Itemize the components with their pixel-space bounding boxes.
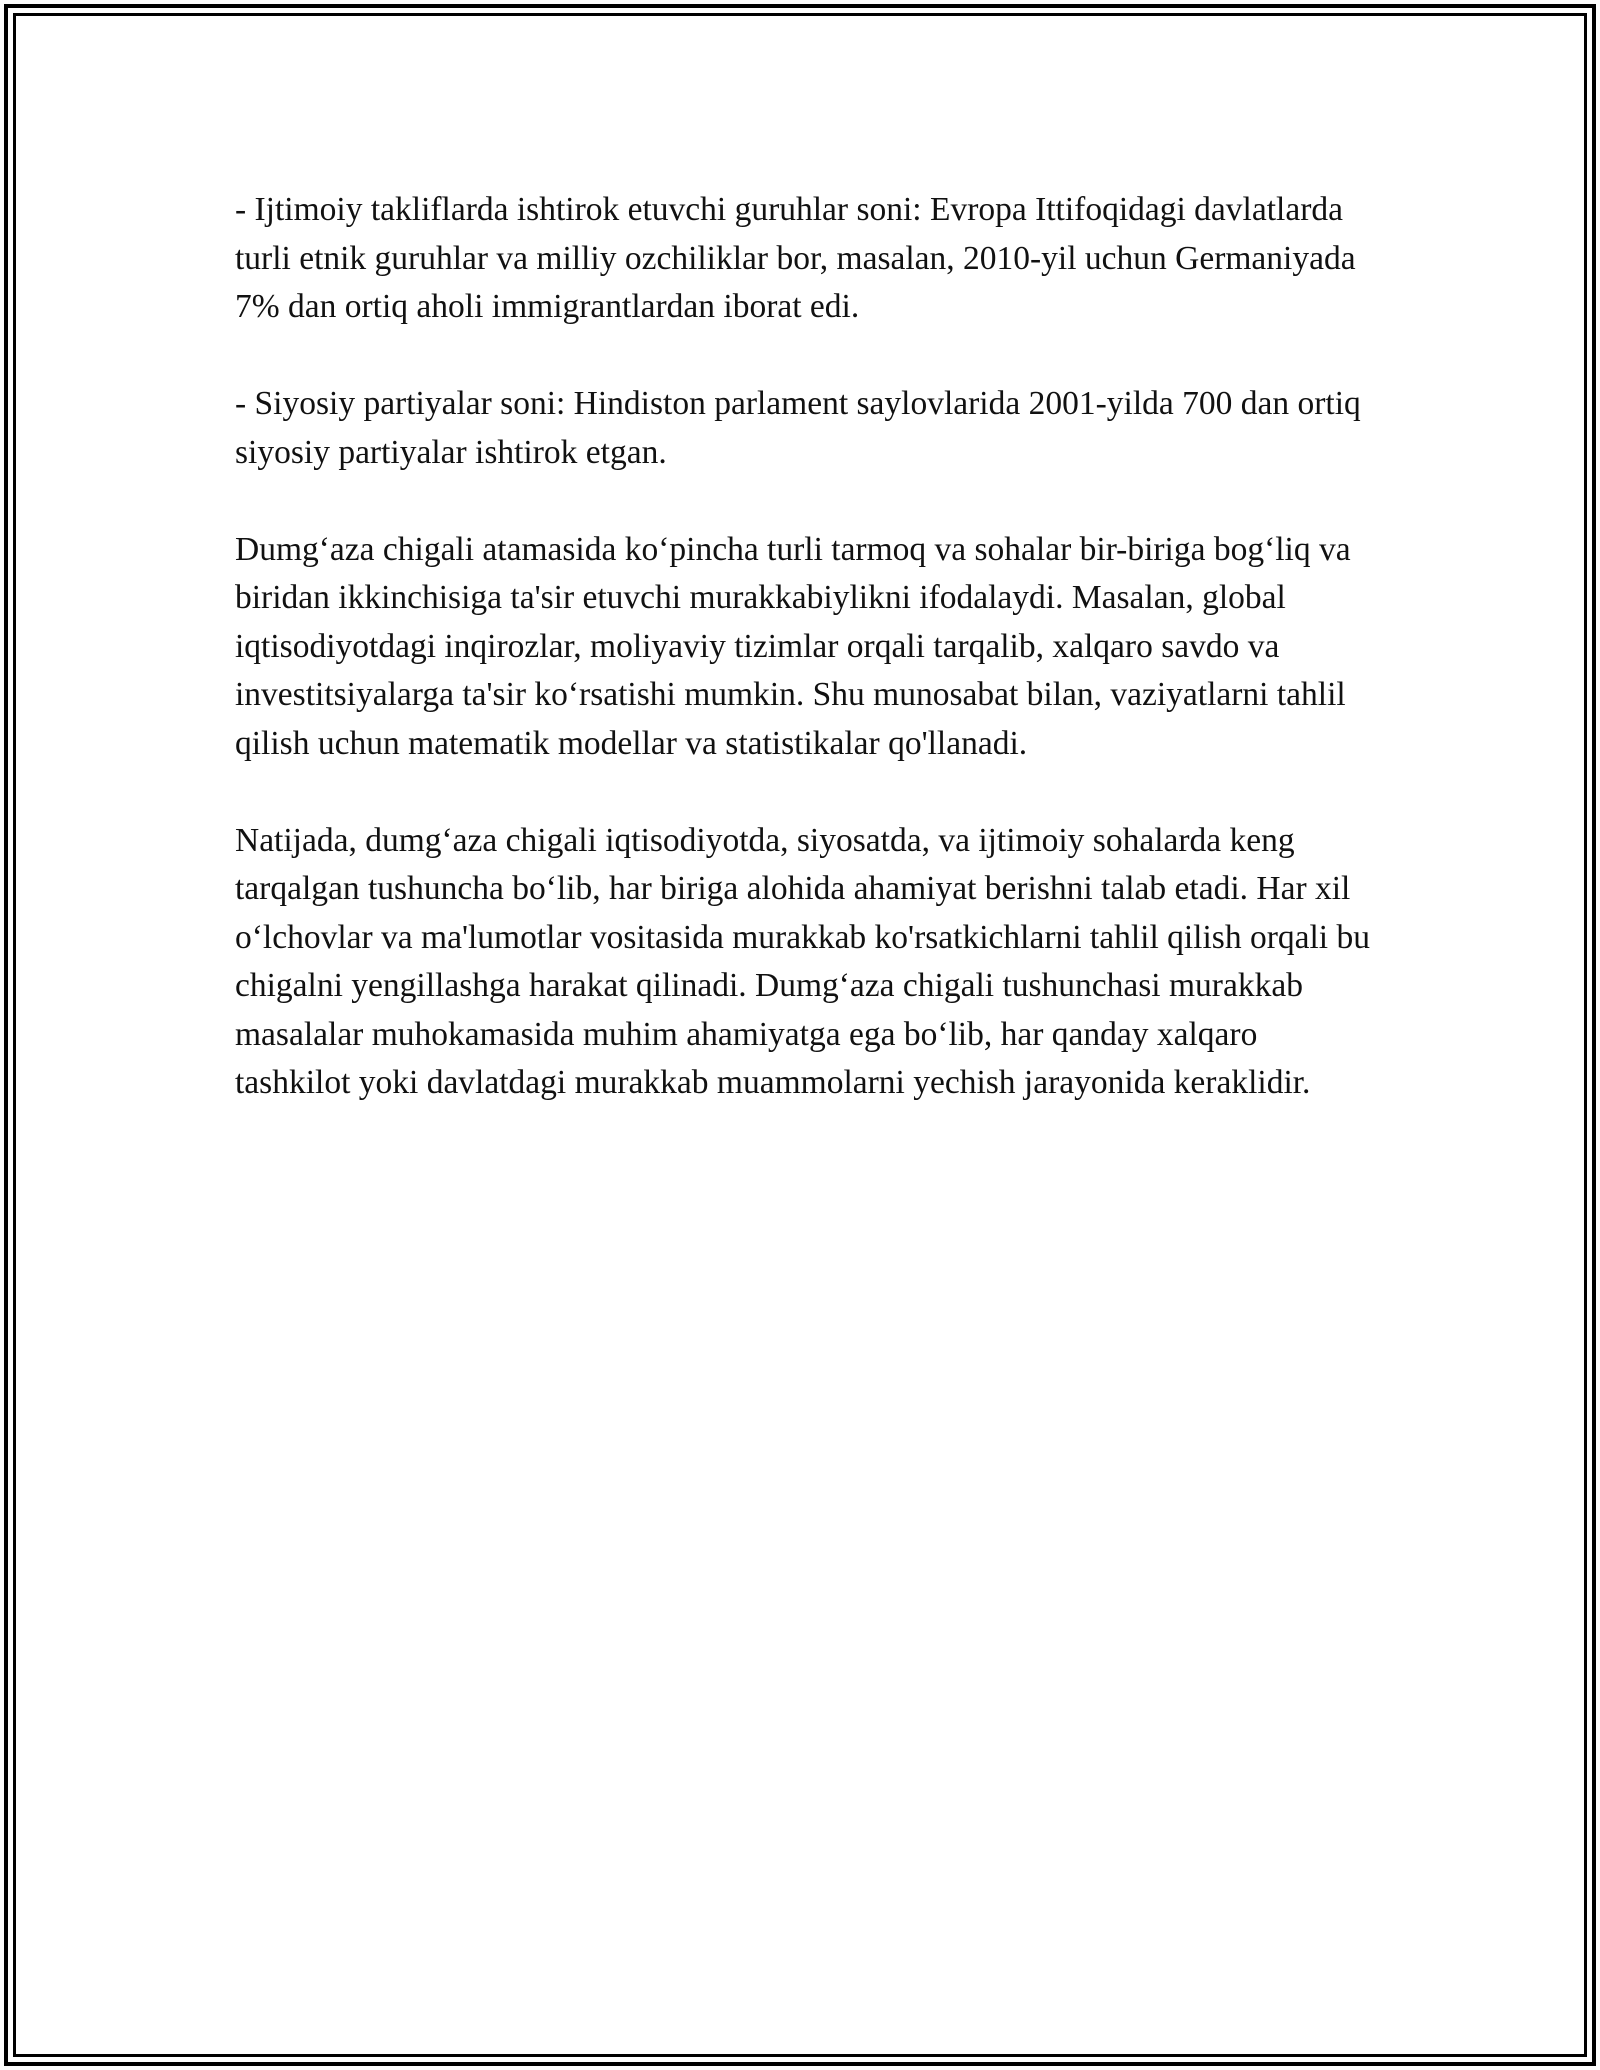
paragraph-social-groups: - Ijtimoiy takliflarda ishtirok etuvchi guruhlar soni: Evropa Ittifoqidagi davlatlarda turli etnik guruhlar va milliy ozchiliklar bor, masalan, 2010-yil uchun Germaniyada 7% dan ortiq aholi immigrantlardan iborat edi. (235, 191, 1356, 325)
document-body (235, 186, 1370, 1156)
paragraph-conclusion: Natijada, dumg‘aza chigali iqtisodiyotda, siyosatda, va ijtimoiy sohalarda keng tarqalgan tushuncha bo‘lib, har biriga alohida ahamiyat berishni talab etadi. Har xil o‘lchovlar va ma'lumotlar vositasida murakkab ko'rsatkichlarni tahlil qilish orqali bu chigalni yengillashga harakat qilinadi. Dumg‘aza chigali tushunchasi murakkab masalalar muhokamasida muhim ahamiyatga ega bo‘lib, har qanday xalqaro tashkilot yoki davlatdagi murakkab muammolarni yechish jarayonida keraklidir. (235, 821, 1370, 1101)
paragraph-political-parties: - Siyosiy partiyalar soni: Hindiston parlament saylovlarida 2001-yilda 700 dan ortiq siyosiy partiyalar ishtirok etgan. (235, 385, 1361, 471)
paragraph-definition: Dumg‘aza chigali atamasida ko‘pincha turli tarmoq va sohalar bir-biriga bog‘liq va biridan ikkinchisiga ta'sir etuvchi murakkabiylikni ifodalaydi. Masalan, global iqtisodiyotdagi inqirozlar, moliyaviy tizimlar orqali tarqalib, xalqaro savdo va investitsiyalarga ta'sir ko‘rsatishi mumkin. Shu munosabat bilan, vaziyatlarni tahlil qilish uchun matematik modellar va statistikalar qo'llanadi. (235, 530, 1351, 762)
